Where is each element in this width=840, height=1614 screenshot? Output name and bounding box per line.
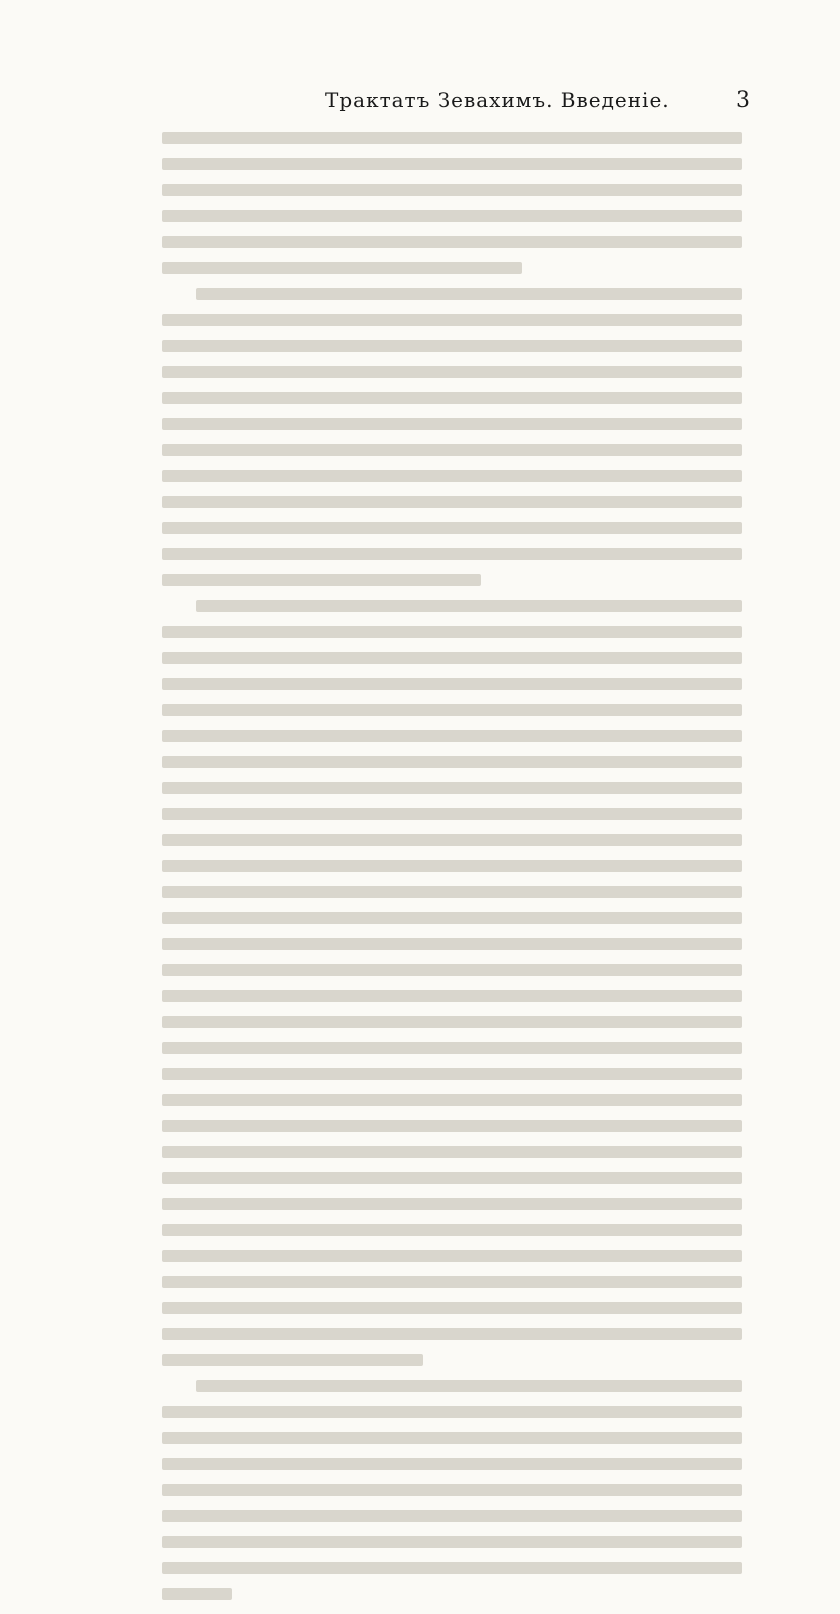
placeholder-line bbox=[162, 366, 742, 378]
page-number: 3 bbox=[736, 88, 750, 113]
placeholder-line bbox=[162, 1016, 742, 1028]
placeholder-line bbox=[162, 1198, 742, 1210]
placeholder-line bbox=[162, 574, 481, 586]
placeholder-line bbox=[162, 132, 742, 144]
placeholder-line bbox=[162, 1328, 742, 1340]
placeholder-line bbox=[162, 730, 742, 742]
placeholder-line bbox=[162, 548, 742, 560]
placeholder-line bbox=[196, 288, 742, 300]
placeholder-line bbox=[162, 392, 742, 404]
placeholder-line bbox=[162, 184, 742, 196]
placeholder-line bbox=[162, 1302, 742, 1314]
placeholder-line bbox=[196, 1380, 742, 1392]
placeholder-line bbox=[162, 340, 742, 352]
body-text-placeholder bbox=[162, 132, 742, 1614]
placeholder-line bbox=[162, 1484, 742, 1496]
placeholder-line bbox=[162, 1406, 742, 1418]
placeholder-line bbox=[162, 1458, 742, 1470]
placeholder-line bbox=[162, 626, 742, 638]
placeholder-line bbox=[162, 964, 742, 976]
placeholder-line bbox=[162, 262, 522, 274]
placeholder-line bbox=[162, 1432, 742, 1444]
placeholder-line bbox=[162, 236, 742, 248]
placeholder-line bbox=[162, 444, 742, 456]
placeholder-line bbox=[162, 1510, 742, 1522]
placeholder-line bbox=[162, 652, 742, 664]
placeholder-line bbox=[162, 418, 742, 430]
placeholder-line bbox=[162, 496, 742, 508]
placeholder-line bbox=[162, 522, 742, 534]
placeholder-line bbox=[162, 1224, 742, 1236]
placeholder-line bbox=[162, 1068, 742, 1080]
placeholder-line bbox=[162, 678, 742, 690]
placeholder-line bbox=[162, 990, 742, 1002]
placeholder-line bbox=[162, 938, 742, 950]
placeholder-line bbox=[162, 912, 742, 924]
placeholder-line bbox=[162, 782, 742, 794]
running-header-title: Трактатъ Зевахимъ. Введеніе. bbox=[325, 88, 670, 112]
placeholder-line bbox=[162, 1536, 742, 1548]
placeholder-line bbox=[162, 756, 742, 768]
placeholder-line bbox=[162, 808, 742, 820]
placeholder-line bbox=[162, 1120, 742, 1132]
placeholder-line bbox=[162, 1354, 423, 1366]
placeholder-line bbox=[162, 1146, 742, 1158]
placeholder-line bbox=[162, 314, 742, 326]
placeholder-line bbox=[196, 600, 742, 612]
placeholder-line bbox=[162, 470, 742, 482]
placeholder-line bbox=[162, 860, 742, 872]
placeholder-line bbox=[162, 1250, 742, 1262]
placeholder-line bbox=[162, 704, 742, 716]
placeholder-line bbox=[162, 1172, 742, 1184]
placeholder-line bbox=[162, 1042, 742, 1054]
running-header bbox=[160, 88, 750, 113]
placeholder-line bbox=[162, 886, 742, 898]
placeholder-line bbox=[162, 834, 742, 846]
placeholder-line bbox=[162, 1562, 742, 1574]
placeholder-line bbox=[162, 1094, 742, 1106]
placeholder-line bbox=[162, 1588, 232, 1600]
placeholder-line bbox=[162, 158, 742, 170]
placeholder-line bbox=[162, 210, 742, 222]
placeholder-line bbox=[162, 1276, 742, 1288]
